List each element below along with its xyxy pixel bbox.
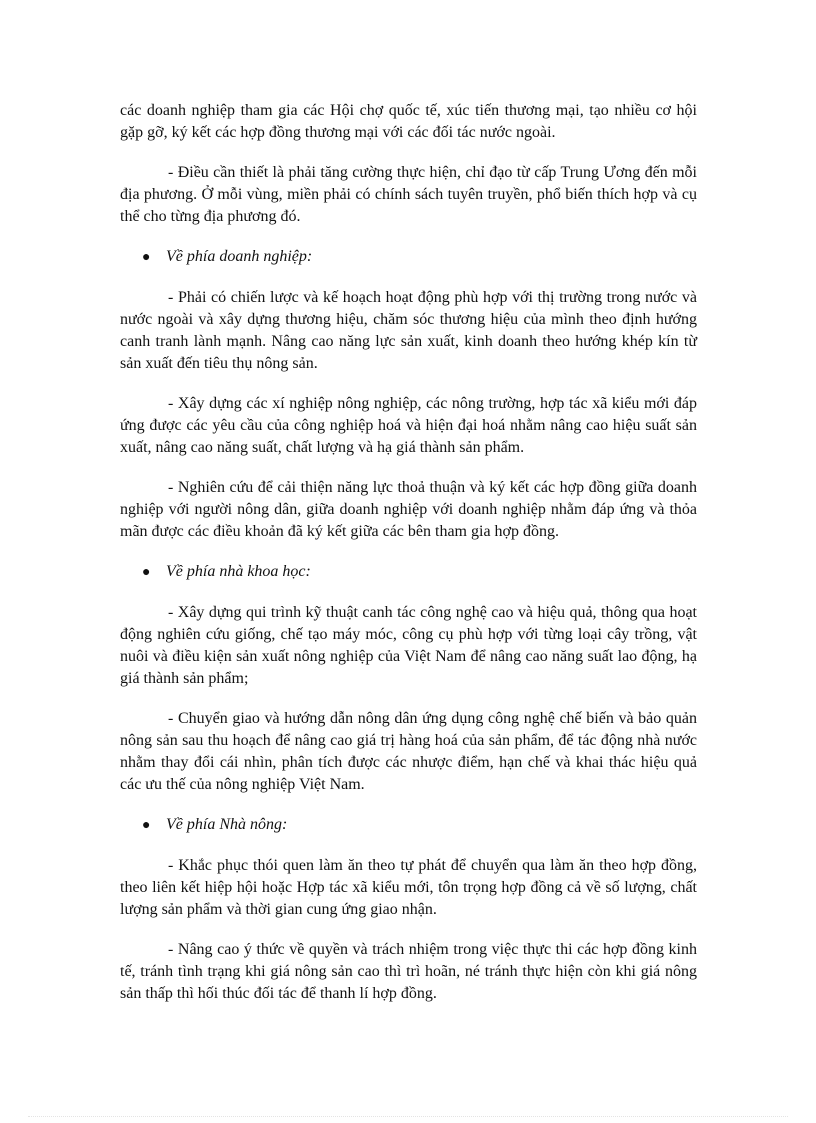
bullet-heading-enterprise bbox=[120, 246, 697, 269]
bullet-heading-farmer bbox=[120, 814, 697, 837]
bullet-label: Về phía doanh nghiệp: bbox=[166, 248, 313, 265]
paragraph-8: - Khắc phục thói quen làm ăn theo tự phát để chuyển qua làm ăn theo hợp đồng, theo liên kết hiệp hội hoặc Hợp tác xã kiểu mới, tôn trọng hợp đồng cả về số lượng, chất lượng sản phẩm và thời gian cung ứng giao nhận. bbox=[120, 857, 697, 918]
paragraph-3: - Phải có chiến lược và kế hoạch hoạt động phù hợp với thị trường trong nước và nước ngoài và xây dựng thương hiệu, chăm sóc thương hiệu của mình theo định hướng canh tranh lành mạnh. Nâng cao năng lực sản xuất, kinh doanh theo hướng khép kín từ sản xuất đến tiêu thụ nông sản. bbox=[120, 289, 697, 372]
paragraph-2: - Điều cần thiết là phải tăng cường thực hiện, chỉ đạo từ cấp Trung Ương đến mỗi địa phương. Ở mỗi vùng, miền phải có chính sách tuyên truyền, phổ biến thích hợp và cụ thể cho từng địa phương đó. bbox=[120, 164, 697, 225]
bullet-label: Về phía nhà khoa học: bbox=[166, 563, 311, 580]
bullet-dot-icon: ● bbox=[142, 565, 151, 580]
paragraph-7: - Chuyển giao và hướng dẫn nông dân ứng dụng công nghệ chế biến và bảo quản nông sản sau thu hoạch để nâng cao giá trị hàng hoá của sản phẩm, để tác động nhà nước nhằm thay đổi cái nhìn, phân tích được các nhược điểm, hạn chế và khai thác hiệu quả các ưu thế của nông nghiệp Việt Nam. bbox=[120, 710, 697, 793]
paragraph-1: các doanh nghiệp tham gia các Hội chợ quốc tế, xúc tiến thương mại, tạo nhiều cơ hội gặp gỡ, ký kết các hợp đồng thương mại với các đối tác nước ngoài. bbox=[120, 102, 697, 141]
bullet-heading-scientist bbox=[120, 561, 697, 584]
paragraph-5: - Nghiên cứu để cải thiện năng lực thoả thuận và ký kết các hợp đồng giữa doanh nghiệp với người nông dân, giữa doanh nghiệp với doanh nghiệp nhằm đáp ứng và thỏa mãn được các điều khoản đã ký kết giữa các bên tham gia hợp đồng. bbox=[120, 479, 697, 540]
bullet-label: Về phía Nhà nông: bbox=[166, 816, 288, 833]
bullet-dot-icon: ● bbox=[142, 818, 151, 833]
paragraph-9: - Nâng cao ý thức về quyền và trách nhiệm trong việc thực thi các hợp đồng kinh tế, tránh tình trạng khi giá nông sản cao thì trì hoãn, né tránh thực hiện còn khi giá nông sản thấp thì hối thúc đối tác để thanh lí hợp đồng. bbox=[120, 941, 697, 1002]
bullet-dot-icon: ● bbox=[142, 250, 151, 265]
page-bottom-divider bbox=[28, 1116, 788, 1117]
paragraph-4: - Xây dựng các xí nghiệp nông nghiệp, các nông trường, hợp tác xã kiểu mới đáp ứng được các yêu cầu của công nghiệp hoá và hiện đại hoá nhằm nâng cao hiệu suất sản xuất, nâng cao năng suất, chất lượng và hạ giá thành sản phẩm. bbox=[120, 395, 697, 456]
paragraph-6: - Xây dựng qui trình kỹ thuật canh tác công nghệ cao và hiệu quả, thông qua hoạt động nghiên cứu giống, chế tạo máy móc, công cụ phù hợp với từng loại cây trồng, vật nuôi và điều kiện sản xuất nông nghiệp của Việt Nam để nâng cao năng suất lao động, hạ giá thành sản phẩm; bbox=[120, 604, 697, 687]
